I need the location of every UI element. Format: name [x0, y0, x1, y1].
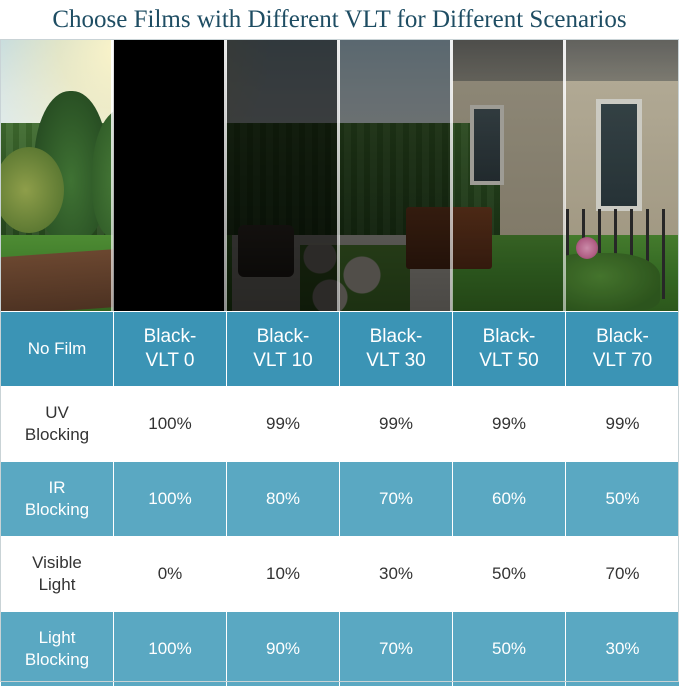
table-row-light-blocking — [1, 612, 679, 687]
tint-overlay-vlt-0 — [113, 39, 226, 311]
table-row-uv-blocking — [1, 387, 679, 462]
photo-cell-vlt-50 — [452, 39, 565, 311]
photo-cell-vlt-10 — [226, 39, 339, 311]
cell-visible-vlt-30: 30% — [340, 537, 453, 612]
header-line-1: Black- — [257, 326, 310, 347]
row-label-ir-blocking — [1, 462, 114, 537]
header-cell-vlt-30 — [340, 312, 453, 387]
header-cell-vlt-50 — [453, 312, 566, 387]
header-line-1: Black- — [596, 326, 649, 347]
cell-lightblock-vlt-50: 50% — [453, 612, 566, 687]
header-line-1: Black- — [483, 326, 536, 347]
photo-cell-vlt-30 — [339, 39, 452, 311]
row-label-line-1: IR — [49, 478, 66, 497]
photo-strip — [0, 39, 679, 311]
row-label-line-1: Visible — [32, 553, 82, 572]
cell-uv-vlt-70: 99% — [566, 387, 679, 462]
header-line-2: VLT 0 — [146, 350, 195, 371]
tint-overlay-vlt-50 — [452, 39, 565, 311]
photo-divider — [563, 39, 566, 311]
row-label-line-2: Blocking — [25, 500, 89, 519]
cell-visible-vlt-0: 0% — [114, 537, 227, 612]
tint-overlay-vlt-10 — [226, 39, 339, 311]
row-label-line-2: Light — [39, 575, 76, 594]
cell-lightblock-vlt-0: 100% — [114, 612, 227, 687]
header-line-2: VLT 30 — [366, 350, 426, 371]
photo-cell-vlt-0 — [113, 39, 226, 311]
table-header-row — [1, 312, 679, 387]
header-line-2: VLT 10 — [253, 350, 313, 371]
cell-uv-vlt-0: 100% — [114, 387, 227, 462]
table-row-ir-blocking — [1, 462, 679, 537]
photo-divider — [111, 39, 114, 311]
photo-divider — [224, 39, 227, 311]
comparison-panel — [0, 39, 679, 682]
row-label-line-1: UV — [45, 403, 69, 422]
row-label-line-1: Light — [39, 628, 76, 647]
cell-lightblock-vlt-30: 70% — [340, 612, 453, 687]
page-title: Choose Films with Different VLT for Different Scenarios — [0, 0, 679, 39]
vlt-comparison-table — [0, 311, 679, 687]
header-cell-vlt-10 — [227, 312, 340, 387]
header-line-1: Black- — [144, 326, 197, 347]
header-cell-no-film: No Film — [1, 312, 114, 387]
tint-overlay-vlt-70 — [565, 39, 679, 311]
row-label-visible-light — [1, 537, 114, 612]
tint-overlay-vlt-30 — [339, 39, 452, 311]
header-line-1: Black- — [370, 326, 423, 347]
row-label-uv-blocking — [1, 387, 114, 462]
photo-divider — [337, 39, 340, 311]
header-cell-vlt-70 — [566, 312, 679, 387]
header-cell-vlt-0 — [114, 312, 227, 387]
cell-ir-vlt-50: 60% — [453, 462, 566, 537]
cell-ir-vlt-30: 70% — [340, 462, 453, 537]
cell-lightblock-vlt-70: 30% — [566, 612, 679, 687]
cell-uv-vlt-30: 99% — [340, 387, 453, 462]
tint-overlay-no-film — [0, 39, 113, 311]
cell-lightblock-vlt-10: 90% — [227, 612, 340, 687]
cell-ir-vlt-10: 80% — [227, 462, 340, 537]
photo-cell-vlt-70 — [565, 39, 679, 311]
cell-uv-vlt-50: 99% — [453, 387, 566, 462]
row-label-light-blocking — [1, 612, 114, 687]
photo-cell-no-film — [0, 39, 113, 311]
header-line-2: VLT 70 — [593, 350, 653, 371]
header-line-2: VLT 50 — [479, 350, 539, 371]
cell-visible-vlt-70: 70% — [566, 537, 679, 612]
cell-ir-vlt-70: 50% — [566, 462, 679, 537]
cell-uv-vlt-10: 99% — [227, 387, 340, 462]
cell-visible-vlt-10: 10% — [227, 537, 340, 612]
photo-divider — [450, 39, 453, 311]
table-row-visible-light — [1, 537, 679, 612]
row-label-line-2: Blocking — [25, 425, 89, 444]
row-label-line-2: Blocking — [25, 650, 89, 669]
cell-visible-vlt-50: 50% — [453, 537, 566, 612]
cell-ir-vlt-0: 100% — [114, 462, 227, 537]
